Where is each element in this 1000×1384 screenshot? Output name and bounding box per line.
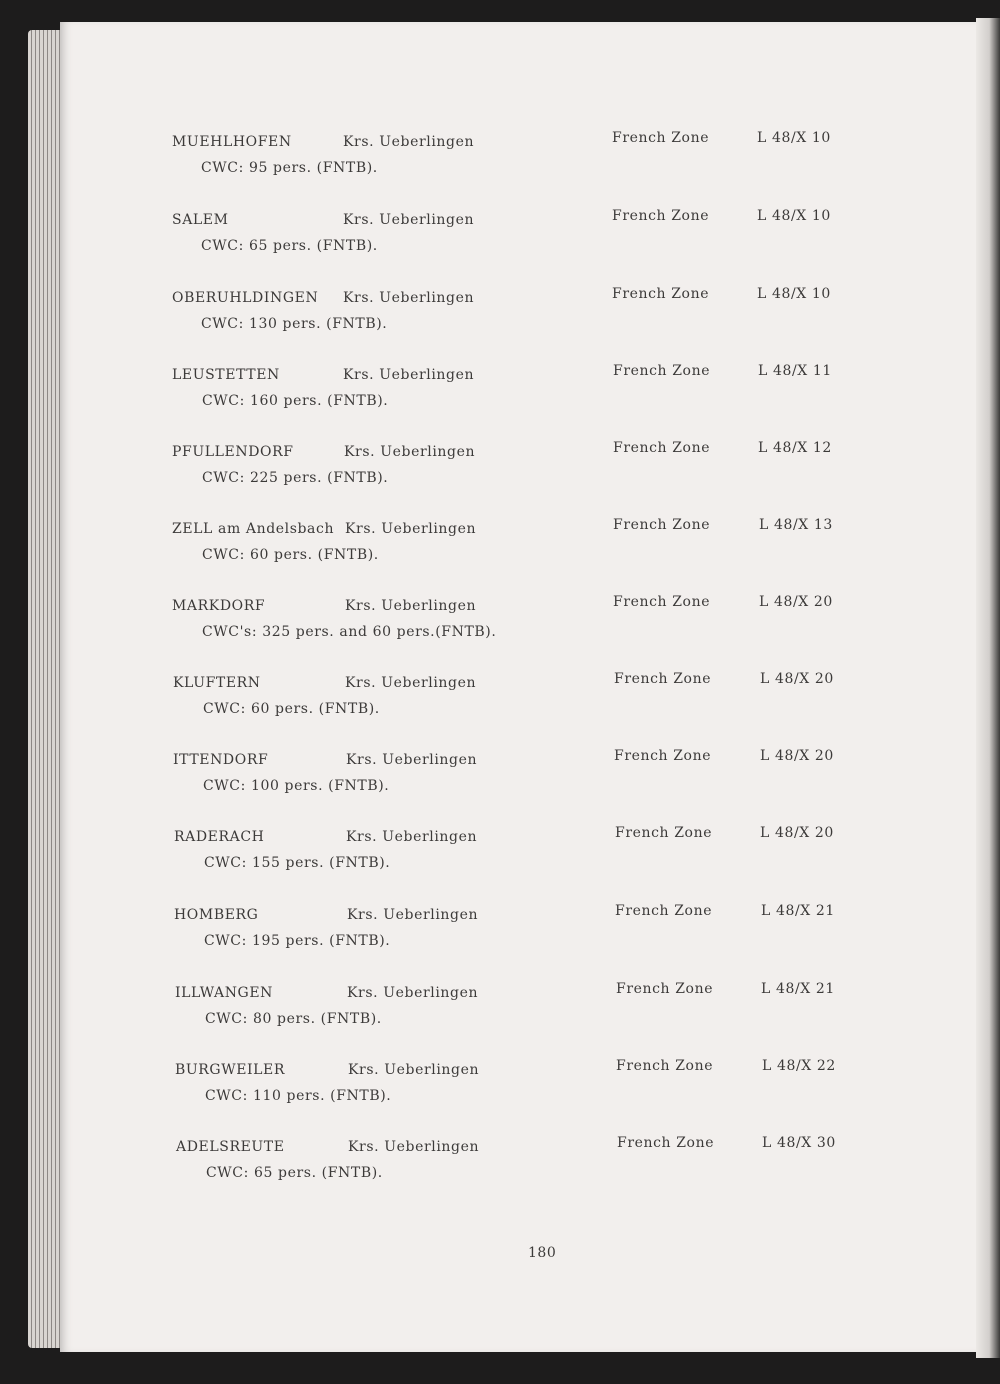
- district-label: Krs. Ueberlingen: [344, 444, 476, 460]
- map-reference: L 48/X 20: [759, 594, 833, 610]
- district-label: Krs. Ueberlingen: [346, 829, 478, 845]
- list-item: [0, 440, 1000, 504]
- map-reference: L 48/X 10: [757, 130, 831, 146]
- camp-detail: CWC: 80 pers. (FNTB).: [205, 1011, 382, 1027]
- map-reference: L 48/X 12: [758, 440, 832, 456]
- camp-detail: CWC: 100 pers. (FNTB).: [203, 778, 390, 794]
- camp-detail: CWC: 195 pers. (FNTB).: [204, 933, 391, 949]
- list-item: [0, 208, 1000, 272]
- zone-label: French Zone: [613, 594, 711, 610]
- list-item: [0, 286, 1000, 350]
- place-name: ZELL am Andelsbach: [172, 521, 335, 537]
- district-label: Krs. Ueberlingen: [345, 675, 477, 691]
- district-label: Krs. Ueberlingen: [347, 907, 479, 923]
- zone-label: French Zone: [612, 208, 710, 224]
- camp-detail: CWC: 65 pers. (FNTB).: [206, 1165, 383, 1181]
- map-reference: L 48/X 10: [757, 286, 831, 302]
- map-reference: L 48/X 11: [758, 363, 832, 379]
- place-name: MUEHLHOFEN: [172, 134, 292, 150]
- zone-label: French Zone: [616, 1058, 714, 1074]
- map-reference: L 48/X 20: [760, 671, 834, 687]
- zone-label: French Zone: [615, 903, 713, 919]
- camp-detail: CWC: 130 pers. (FNTB).: [201, 316, 388, 332]
- map-reference: L 48/X 20: [760, 748, 834, 764]
- district-label: Krs. Ueberlingen: [343, 290, 475, 306]
- place-name: RADERACH: [174, 829, 265, 845]
- district-label: Krs. Ueberlingen: [343, 134, 475, 150]
- list-item: [0, 1058, 1000, 1122]
- place-name: OBERUHLDINGEN: [172, 290, 319, 306]
- camp-detail: CWC: 95 pers. (FNTB).: [201, 160, 378, 176]
- camp-detail: CWC: 60 pers. (FNTB).: [202, 547, 379, 563]
- zone-label: French Zone: [612, 130, 710, 146]
- list-item: [0, 981, 1000, 1045]
- camp-detail: CWC: 110 pers. (FNTB).: [205, 1088, 392, 1104]
- zone-label: French Zone: [612, 286, 710, 302]
- map-reference: L 48/X 13: [759, 517, 833, 533]
- map-reference: L 48/X 20: [760, 825, 834, 841]
- camp-detail: CWC: 155 pers. (FNTB).: [204, 855, 391, 871]
- list-item: [0, 363, 1000, 427]
- list-item: [0, 825, 1000, 889]
- place-name: ITTENDORF: [173, 752, 269, 768]
- map-reference: L 48/X 30: [762, 1135, 836, 1151]
- district-label: Krs. Ueberlingen: [343, 212, 475, 228]
- district-label: Krs. Ueberlingen: [347, 985, 479, 1001]
- list-item: [0, 130, 1000, 194]
- district-label: Krs. Ueberlingen: [343, 367, 475, 383]
- place-name: HOMBERG: [174, 907, 259, 923]
- zone-label: French Zone: [613, 363, 711, 379]
- list-item: [0, 903, 1000, 967]
- place-name: LEUSTETTEN: [172, 367, 280, 383]
- zone-label: French Zone: [617, 1135, 715, 1151]
- zone-label: French Zone: [613, 517, 711, 533]
- map-reference: L 48/X 21: [761, 903, 835, 919]
- camp-detail: CWC: 225 pers. (FNTB).: [202, 470, 389, 486]
- zone-label: French Zone: [613, 440, 711, 456]
- list-item: [0, 594, 1000, 658]
- list-item: [0, 517, 1000, 581]
- map-reference: L 48/X 21: [761, 981, 835, 997]
- place-name: ADELSREUTE: [176, 1139, 285, 1155]
- map-reference: L 48/X 22: [762, 1058, 836, 1074]
- list-item: [0, 671, 1000, 735]
- district-label: Krs. Ueberlingen: [345, 598, 477, 614]
- camp-detail: CWC: 65 pers. (FNTB).: [201, 238, 378, 254]
- place-name: KLUFTERN: [173, 675, 261, 691]
- list-item: [0, 1135, 1000, 1199]
- zone-label: French Zone: [614, 671, 712, 687]
- zone-label: French Zone: [615, 825, 713, 841]
- page-number: 180: [528, 1245, 557, 1261]
- camp-detail: CWC: 60 pers. (FNTB).: [203, 701, 380, 717]
- district-label: Krs. Ueberlingen: [348, 1139, 480, 1155]
- place-name: MARKDORF: [172, 598, 266, 614]
- place-name: SALEM: [172, 212, 229, 228]
- place-name: ILLWANGEN: [175, 985, 274, 1001]
- district-label: Krs. Ueberlingen: [345, 521, 477, 537]
- district-label: Krs. Ueberlingen: [348, 1062, 480, 1078]
- district-label: Krs. Ueberlingen: [346, 752, 478, 768]
- map-reference: L 48/X 10: [757, 208, 831, 224]
- zone-label: French Zone: [616, 981, 714, 997]
- list-item: [0, 748, 1000, 812]
- camp-detail: CWC's: 325 pers. and 60 pers.(FNTB).: [202, 624, 497, 640]
- place-name: BURGWEILER: [175, 1062, 286, 1078]
- camp-detail: CWC: 160 pers. (FNTB).: [202, 393, 389, 409]
- zone-label: French Zone: [614, 748, 712, 764]
- place-name: PFULLENDORF: [172, 444, 294, 460]
